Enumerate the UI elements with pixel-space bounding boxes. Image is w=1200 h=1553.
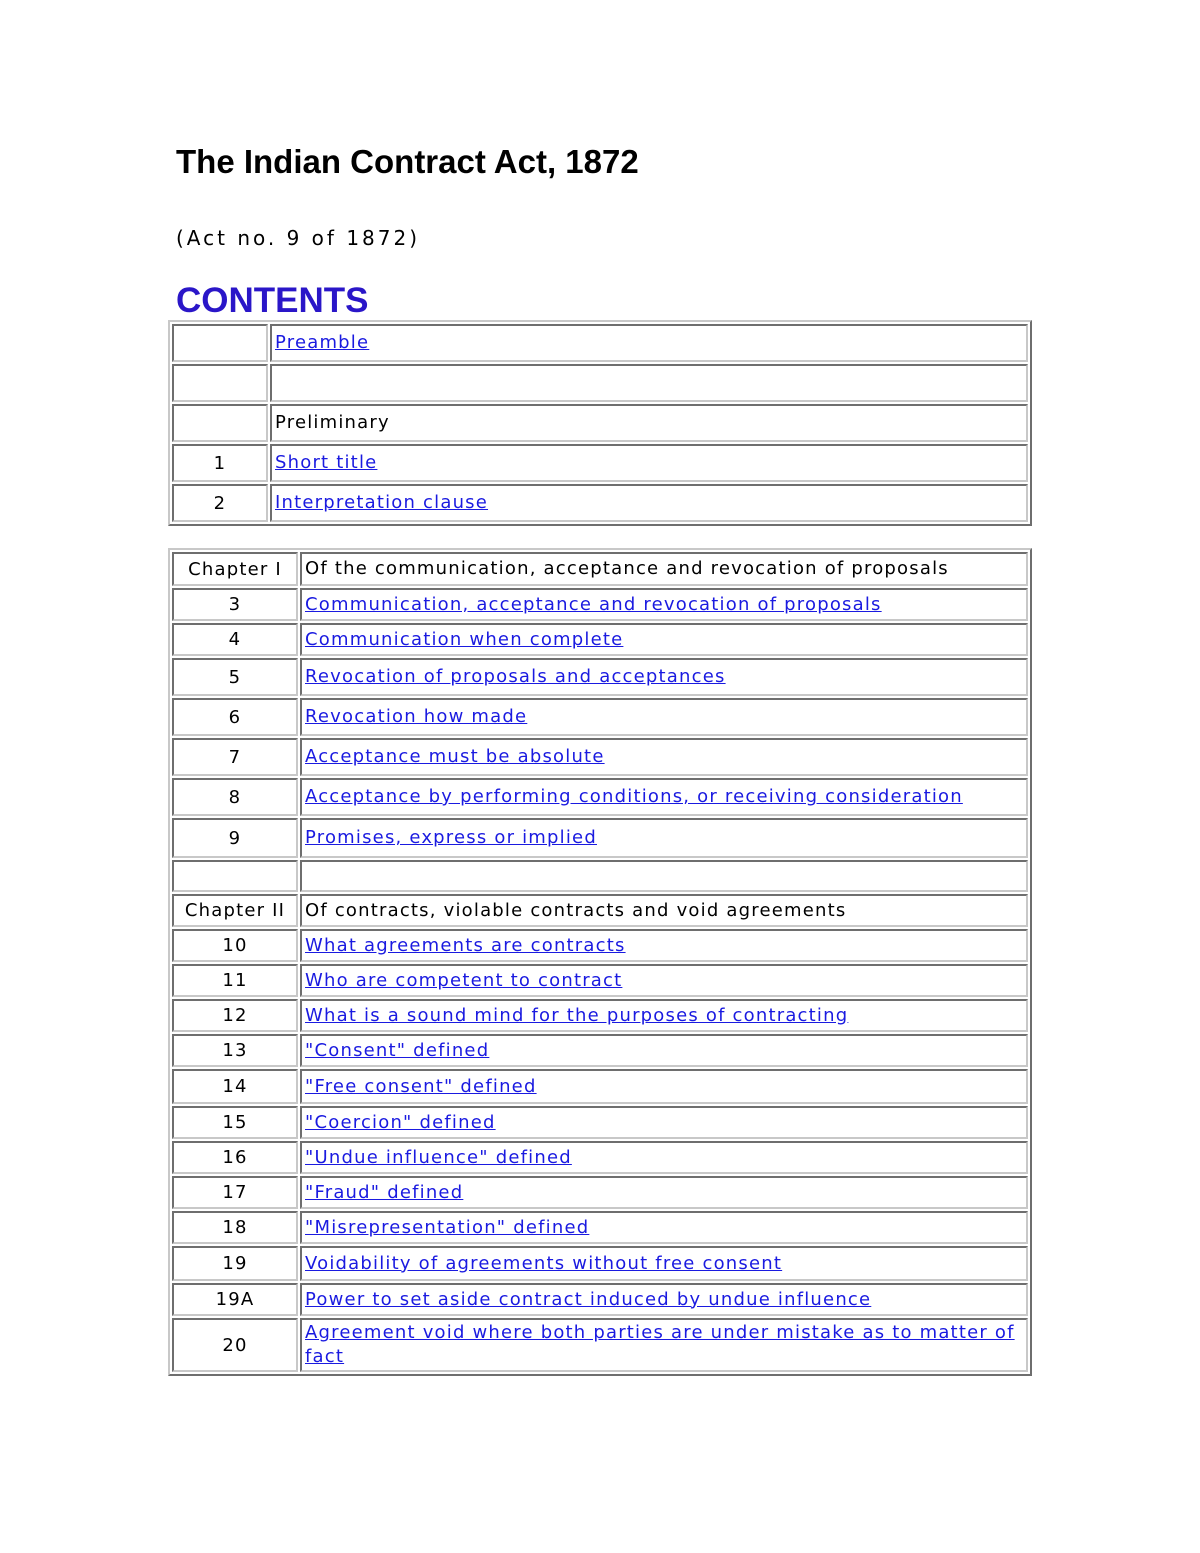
toc-row (172, 404, 1028, 442)
section-title-cell (300, 778, 1028, 816)
section-title-cell (270, 324, 1028, 362)
section-number-2: 2 (172, 484, 268, 522)
section-number-9: 9 (172, 818, 298, 858)
section-title-cell (300, 698, 1028, 736)
section-link-acceptance-by-performing-conditions-or-receiving-consideration[interactable]: Acceptance by performing conditions, or receiving consideration (305, 786, 963, 807)
page-title: The Indian Contract Act, 1872 (176, 143, 639, 180)
toc-row (172, 1211, 1028, 1244)
section-title-cell (300, 1034, 1028, 1067)
toc-row (172, 484, 1028, 522)
section-title-cell (300, 818, 1028, 858)
toc-row (172, 778, 1028, 816)
section-title-empty (270, 364, 1028, 402)
section-title-cell (270, 444, 1028, 482)
toc-row (172, 444, 1028, 482)
toc-row (172, 698, 1028, 736)
section-link-what-agreements-are-contracts[interactable]: What agreements are contracts (305, 934, 626, 956)
section-title-cell (300, 1246, 1028, 1281)
section-number-14: 14 (172, 1069, 298, 1104)
toc-row (172, 1141, 1028, 1174)
section-title-cell (300, 658, 1028, 696)
section-number-15: 15 (172, 1106, 298, 1139)
toc-row (172, 1034, 1028, 1067)
section-link-promises-express-or-implied[interactable]: Promises, express or implied (305, 827, 597, 848)
section-heading-preliminary: Preliminary (270, 404, 1028, 442)
section-link-consent-defined[interactable]: "Consent" defined (305, 1039, 490, 1061)
toc-row (172, 818, 1028, 858)
section-link-undue-influence-defined[interactable]: "Undue influence" defined (305, 1146, 572, 1168)
section-link-what-is-a-sound-mind-for-the-purposes-of-contracting[interactable]: What is a sound mind for the purposes of contracting (305, 1004, 849, 1026)
section-number-7: 7 (172, 738, 298, 776)
section-number-5: 5 (172, 658, 298, 696)
section-number-1: 1 (172, 444, 268, 482)
section-link-interpretation-clause[interactable]: Interpretation clause (275, 492, 489, 513)
section-title-cell (300, 929, 1028, 962)
toc-row (172, 364, 1028, 402)
section-heading-of-contracts-violable-contracts-and-void: Of contracts, violable contracts and void agreements (300, 894, 1028, 927)
toc-row (172, 1246, 1028, 1281)
section-title-cell (300, 1283, 1028, 1316)
section-link-revocation-how-made[interactable]: Revocation how made (305, 706, 528, 727)
chapters-table (168, 548, 1032, 1376)
section-number-8: 8 (172, 778, 298, 816)
section-number-16: 16 (172, 1141, 298, 1174)
section-link-communication-acceptance-and-revocation-of-proposals[interactable]: Communication, acceptance and revocation of proposals (305, 593, 882, 615)
section-title-cell (300, 588, 1028, 621)
toc-row (172, 1318, 1028, 1372)
section-number-empty (172, 364, 268, 402)
section-number-20: 20 (172, 1318, 298, 1372)
preliminary-table (168, 320, 1032, 526)
section-link-coercion-defined[interactable]: "Coercion" defined (305, 1111, 496, 1133)
section-number-chapter-i: Chapter I (172, 552, 298, 586)
section-heading-of-the-communication-acceptance-and-revo: Of the communication, acceptance and revocation of proposals (300, 552, 1028, 586)
section-title-cell (300, 1069, 1028, 1104)
section-title-cell (300, 1211, 1028, 1244)
toc-row (172, 894, 1028, 927)
toc-row (172, 860, 1028, 892)
toc-row (172, 1176, 1028, 1209)
section-title-cell (300, 1318, 1028, 1372)
section-link-agreement-void-where-both-parties-are-under-mistake-as-to-matter-of-fact[interactable]: Agreement void where both parties are under mistake as to matter of fact (305, 1322, 1015, 1367)
toc-row (172, 552, 1028, 586)
section-title-cell (300, 623, 1028, 656)
section-link-revocation-of-proposals-and-acceptances[interactable]: Revocation of proposals and acceptances (305, 666, 726, 687)
section-title-cell (300, 1176, 1028, 1209)
section-title-cell (300, 1106, 1028, 1139)
toc-row (172, 738, 1028, 776)
toc-row (172, 1283, 1028, 1316)
toc-row (172, 999, 1028, 1032)
section-link-power-to-set-aside-contract-induced-by-undue-influence[interactable]: Power to set aside contract induced by undue influence (305, 1288, 872, 1310)
toc-row (172, 929, 1028, 962)
act-number: (Act no. 9 of 1872) (176, 226, 421, 250)
section-number-18: 18 (172, 1211, 298, 1244)
section-link-preamble[interactable]: Preamble (275, 332, 370, 353)
section-link-misrepresentation-defined[interactable]: "Misrepresentation" defined (305, 1216, 590, 1238)
toc-row (172, 588, 1028, 621)
section-link-fraud-defined[interactable]: "Fraud" defined (305, 1181, 464, 1203)
section-number-chapter-ii: Chapter II (172, 894, 298, 927)
toc-row (172, 1106, 1028, 1139)
section-number-empty (172, 324, 268, 362)
toc-row (172, 324, 1028, 362)
section-number-4: 4 (172, 623, 298, 656)
toc-row (172, 964, 1028, 997)
section-number-11: 11 (172, 964, 298, 997)
section-title-cell (300, 1141, 1028, 1174)
section-link-who-are-competent-to-contract[interactable]: Who are competent to contract (305, 969, 623, 991)
section-title-cell (270, 484, 1028, 522)
section-link-acceptance-must-be-absolute[interactable]: Acceptance must be absolute (305, 746, 605, 767)
section-number-13: 13 (172, 1034, 298, 1067)
section-number-19: 19 (172, 1246, 298, 1281)
contents-heading: CONTENTS (176, 281, 369, 320)
toc-row (172, 1069, 1028, 1104)
section-title-cell (300, 964, 1028, 997)
section-link-communication-when-complete[interactable]: Communication when complete (305, 628, 624, 650)
section-title-empty (300, 860, 1028, 892)
section-number-17: 17 (172, 1176, 298, 1209)
section-link-free-consent-defined[interactable]: "Free consent" defined (305, 1075, 537, 1097)
section-number-empty (172, 404, 268, 442)
toc-row (172, 658, 1028, 696)
section-number-empty (172, 860, 298, 892)
section-link-voidability-of-agreements-without-free-consent[interactable]: Voidability of agreements without free consent (305, 1252, 783, 1274)
section-link-short-title[interactable]: Short title (275, 452, 378, 473)
section-number-3: 3 (172, 588, 298, 621)
section-title-cell (300, 999, 1028, 1032)
section-number-12: 12 (172, 999, 298, 1032)
toc-row (172, 623, 1028, 656)
section-number-6: 6 (172, 698, 298, 736)
section-number-10: 10 (172, 929, 298, 962)
section-title-cell (300, 738, 1028, 776)
section-number-19a: 19A (172, 1283, 298, 1316)
